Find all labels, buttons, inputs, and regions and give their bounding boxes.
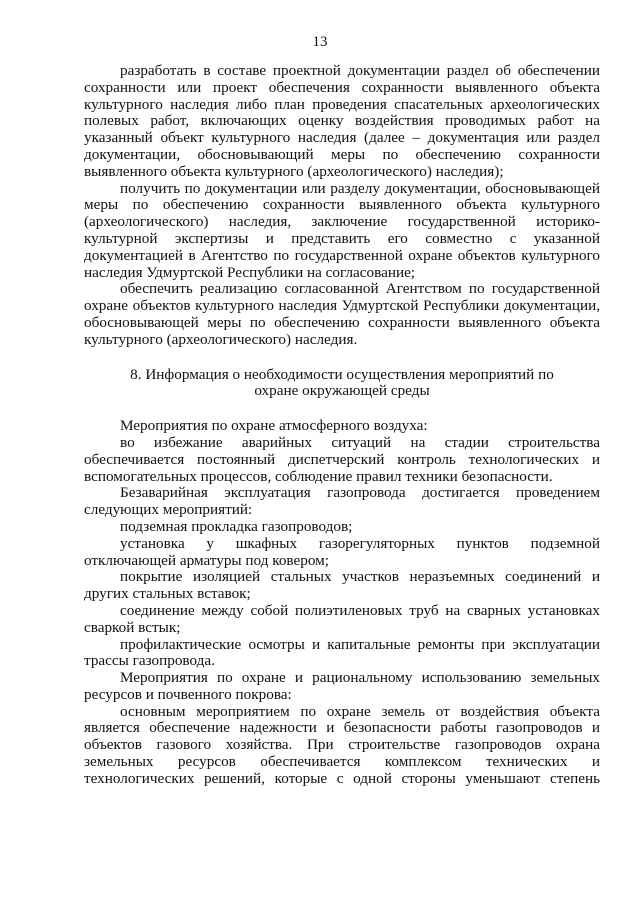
paragraph-line: трассы газопровода.	[84, 652, 215, 670]
paragraph-line: документацией в Агентство по государственной охране объектов культурного	[84, 246, 600, 264]
paragraph-line: меры по обеспечению сохранности выявленного объекта культурного	[84, 196, 600, 214]
paragraph-line: культурного (археологического) наследия.	[84, 330, 358, 348]
section-heading-line-1: 8. Информация о необходимости осуществления мероприятий по	[130, 365, 554, 383]
paragraph-line: обеспечивается постоянный диспетчерский контроль технологических и	[84, 450, 600, 468]
paragraph-line: отключающей арматуры под ковером;	[84, 551, 329, 569]
paragraph-line: выявленного объекта культурного (археологического) наследия);	[84, 162, 504, 180]
paragraph-line: технологических решений, которые с одной стороны уменьшают степень	[84, 769, 600, 787]
paragraph-line: установка у шкафных газорегуляторных пунктов подземной	[120, 534, 600, 552]
paragraph-line: охране объектов культурного наследия Удмуртской Республики документации,	[84, 297, 600, 315]
document-body	[84, 63, 600, 788]
culture-heritage-section	[84, 63, 600, 349]
paragraph-line: полевых работ, включающих оценку воздействия проводимых работ на	[84, 112, 600, 130]
section-heading-line-2: охране окружающей среды	[254, 382, 430, 400]
paragraph-line: Безаварийная эксплуатация газопровода достигается проведением	[120, 484, 600, 502]
paragraph-line: (археологического) наследия, заключение государственной историко-	[84, 213, 600, 231]
paragraph-line: основным мероприятием по охране земель от воздействия объекта	[120, 702, 600, 720]
paragraph-line: получить по документации или разделу документации, обосновывающей	[120, 179, 600, 197]
paragraph-line: обеспечить реализацию согласованной Агентством по государственной	[120, 280, 600, 298]
paragraph-line: вспомогательных процессов, соблюдение правил техники безопасности.	[84, 467, 553, 485]
paragraph-line: профилактические осмотры и капитальные ремонты при эксплуатации	[120, 635, 600, 653]
paragraph-line: других стальных вставок;	[84, 585, 251, 603]
environment-section	[84, 418, 600, 788]
section-heading	[84, 367, 600, 401]
paragraph-line: земельных ресурсов обеспечивается комплексом технических и	[84, 753, 600, 771]
paragraph-line: обосновывающей меры по обеспечению сохранности выявленного объекта	[84, 313, 600, 331]
paragraph-line: наследия Удмуртской Республики на согласование;	[84, 263, 416, 281]
paragraph-line: культурного наследия либо план проведения спасательных археологических	[84, 95, 600, 113]
paragraph-line: сваркой встык;	[84, 618, 181, 636]
paragraph-line: Мероприятия по охране атмосферного воздуха:	[120, 417, 428, 435]
paragraph-line: является обеспечение надежности и безопасности работы газопроводов и	[84, 719, 600, 737]
paragraph-line: указанный объект культурного наследия (далее – документация или раздел	[84, 129, 600, 147]
paragraph-line: сохранности или проект обеспечения сохранности выявленного объекта	[84, 78, 600, 96]
paragraph-line: документации, обосновывающий меры по обеспечению сохранности	[84, 145, 600, 163]
paragraph-line: во избежание аварийных ситуаций на стадии строительства	[120, 433, 600, 451]
paragraph-line: покрытие изоляцией стальных участков неразъемных соединений и	[120, 568, 600, 586]
paragraph-line: культурной экспертизы и представить его совместно с указанной	[84, 229, 600, 247]
paragraph-line: следующих мероприятий:	[84, 501, 253, 519]
paragraph-line: соединение между собой полиэтиленовых труб на сварных установках	[120, 601, 600, 619]
paragraph-line: ресурсов и почвенного покрова:	[84, 685, 292, 703]
paragraph-line: разработать в составе проектной документации раздел об обеспечении	[120, 62, 600, 79]
paragraph-line: Мероприятия по охране и рациональному использованию земельных	[120, 669, 600, 687]
paragraph-line: объектов газового хозяйства. При строительстве газопроводов охрана	[84, 736, 600, 754]
paragraph-line: подземная прокладка газопроводов;	[120, 517, 353, 535]
page-number: 13	[312, 34, 328, 50]
